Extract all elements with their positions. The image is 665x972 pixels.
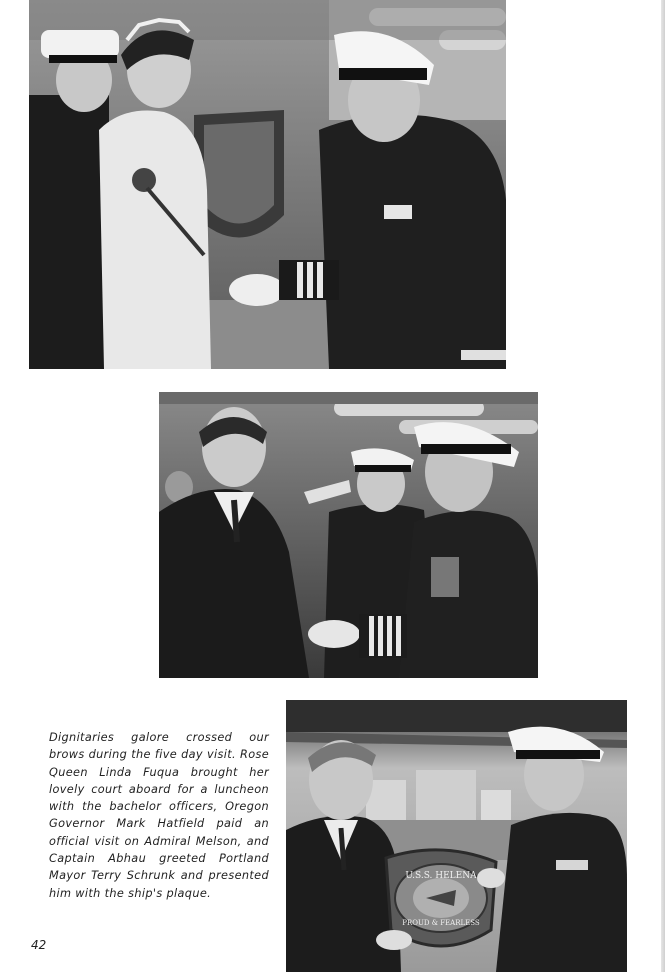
photo-3-drawing	[286, 700, 627, 972]
plaque-top-text: U.S.S. HELENA	[405, 871, 477, 881]
governor-admiral-handshake-photo	[159, 392, 538, 678]
plaque-bottom-text: PROUD & FEARLESS	[402, 919, 480, 927]
rose-queen-handshake-photo	[29, 0, 506, 369]
photo-1-drawing	[29, 0, 506, 369]
photo-caption: Dignitaries galore crossed our brows during the five day visit. Rose Queen Linda Fuqua brought her lovely court aboard for a luncheon with the bachelor officers, Oregon Governor Mark Hatfield paid an official visit on Admiral Melson, and Captain Abhau greeted Portland Mayor Terry Schrunk and presented him with the ship's plaque.	[49, 731, 269, 900]
photo-2-drawing	[159, 392, 538, 678]
page-number: 42	[31, 938, 47, 952]
mayor-plaque-photo	[286, 700, 627, 972]
page-edge-shadow	[661, 0, 665, 972]
